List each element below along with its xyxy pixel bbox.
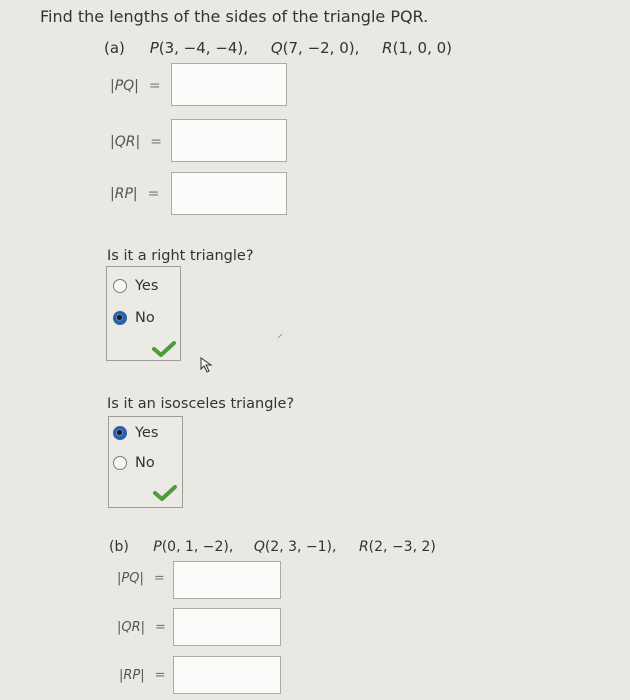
- qr-answer-input-b[interactable]: [173, 608, 281, 646]
- pq-label-b: |PQ| =: [117, 571, 165, 586]
- part-b-label: (b): [109, 539, 129, 555]
- radio-yes[interactable]: [113, 279, 127, 293]
- part-a-label: (a): [104, 39, 125, 57]
- pq-label: |PQ| =: [110, 78, 161, 94]
- checkmark-icon: [153, 485, 177, 501]
- point-r: R(1, 0, 0): [382, 39, 453, 57]
- mouse-cursor-icon: [200, 357, 214, 373]
- checkmark-icon: [152, 341, 176, 357]
- rp-label: |RP| =: [110, 186, 160, 202]
- radio-no-selected[interactable]: [113, 311, 127, 325]
- radio-no[interactable]: [113, 456, 127, 470]
- isosceles-no[interactable]: No: [113, 455, 155, 471]
- qr-label: |QR| =: [110, 134, 162, 150]
- right-triangle-yes[interactable]: Yes: [113, 278, 158, 294]
- radio-yes-selected[interactable]: [113, 426, 127, 440]
- rp-answer-input-b[interactable]: [173, 656, 281, 694]
- isosceles-yes[interactable]: Yes: [113, 425, 158, 441]
- right-triangle-no[interactable]: No: [113, 310, 155, 326]
- point-p: P(3, −4, −4),: [149, 39, 249, 57]
- qr-label-b: |QR| =: [117, 620, 166, 635]
- part-b-header: [109, 539, 436, 555]
- point-q: Q(7, −2, 0),: [270, 39, 360, 57]
- pq-answer-input[interactable]: [171, 63, 287, 106]
- point-q: Q(2, 3, −1),: [253, 539, 337, 555]
- problem-title: Find the lengths of the sides of the triangle PQR.: [40, 7, 429, 26]
- isosceles-question: Is it an isosceles triangle?: [107, 396, 295, 412]
- stray-mark: [277, 332, 285, 340]
- pq-answer-input-b[interactable]: [173, 561, 281, 599]
- rp-label-b: |RP| =: [119, 668, 166, 683]
- rp-answer-input[interactable]: [171, 172, 287, 215]
- point-r: R(2, −3, 2): [358, 539, 436, 555]
- right-triangle-question: Is it a right triangle?: [107, 248, 254, 264]
- qr-answer-input[interactable]: [171, 119, 287, 162]
- right-triangle-options: [106, 266, 181, 361]
- part-a-header: [104, 39, 452, 57]
- isosceles-options: [108, 416, 183, 508]
- point-p: P(0, 1, −2),: [153, 539, 234, 555]
